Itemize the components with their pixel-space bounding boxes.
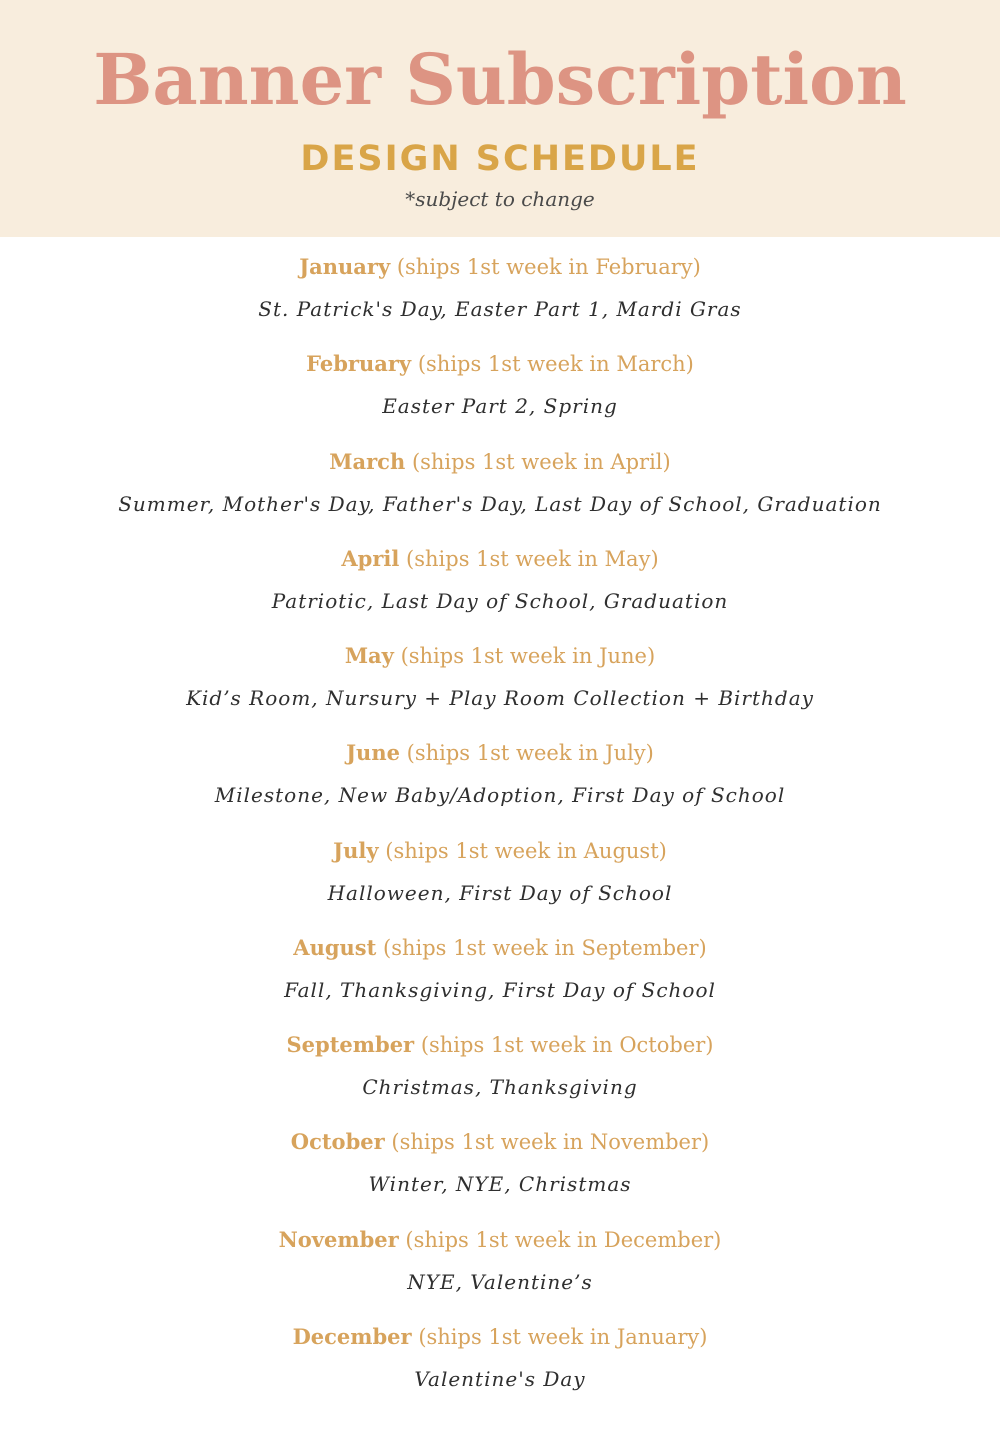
theme-list: Milestone, New Baby/Adoption, First Day of School	[214, 783, 786, 808]
schedule-entry-february	[0, 342, 1000, 439]
ship-date: (ships 1st week in May)	[406, 546, 659, 571]
month-name: June	[346, 740, 400, 766]
ship-date: (ships 1st week in September)	[383, 935, 707, 960]
month-name: February	[306, 351, 412, 377]
ship-date: (ships 1st week in January)	[418, 1324, 708, 1349]
month-line	[0, 342, 1000, 386]
schedule-entry-may	[0, 634, 1000, 731]
theme-list: Valentine's Day	[414, 1366, 586, 1391]
theme-list: Christmas, Thanksgiving	[362, 1075, 638, 1099]
theme-list: Patriotic, Last Day of School, Graduation	[271, 588, 729, 613]
month-line	[0, 634, 1000, 678]
theme-list: St. Patrick's Day, Easter Part 1, Mardi Gras	[258, 297, 742, 321]
month-name: August	[293, 934, 377, 960]
ship-date: (ships 1st week in April)	[411, 449, 671, 474]
page-title: Banner Subscription	[93, 38, 907, 121]
ship-date: (ships 1st week in March)	[417, 352, 694, 377]
month-name: April	[341, 545, 400, 571]
ship-date: (ships 1st week in August)	[385, 838, 667, 863]
month-line	[0, 537, 1000, 581]
month-name: March	[329, 448, 406, 474]
theme-list: Easter Part 2, Spring	[382, 394, 618, 419]
theme-list: Fall, Thanksgiving, First Day of School	[284, 977, 716, 1002]
month-line	[0, 1023, 1000, 1067]
schedule-entry-january	[0, 245, 1000, 342]
month-name: October	[290, 1129, 385, 1155]
month-line	[0, 1315, 1000, 1359]
theme-list: Halloween, First Day of School	[327, 880, 673, 905]
change-note: *subject to change	[405, 187, 595, 211]
schedule-entry-june	[0, 731, 1000, 828]
schedule-entry-october	[0, 1120, 1000, 1217]
ship-date: (ships 1st week in June)	[400, 644, 656, 668]
month-line	[0, 1218, 1000, 1262]
month-line	[0, 1120, 1000, 1164]
theme-list: Summer, Mother's Day, Father's Day, Last Day of School, Graduation	[118, 491, 882, 516]
theme-list: NYE, Valentine’s	[407, 1269, 593, 1294]
schedule-list	[0, 245, 1000, 1412]
month-line	[0, 245, 1000, 289]
month-name: December	[292, 1323, 412, 1349]
page-subtitle: DESIGN SCHEDULE	[300, 139, 700, 179]
theme-list: Winter, NYE, Christmas	[368, 1172, 632, 1197]
month-line	[0, 731, 1000, 775]
schedule-entry-november	[0, 1218, 1000, 1315]
schedule-entry-september	[0, 1023, 1000, 1120]
ship-date: (ships 1st week in December)	[405, 1227, 722, 1252]
ship-date: (ships 1st week in November)	[391, 1130, 710, 1155]
ship-date: (ships 1st week in February)	[396, 255, 701, 279]
schedule-entry-december	[0, 1315, 1000, 1412]
ship-date: (ships 1st week in October)	[420, 1033, 714, 1057]
month-line	[0, 440, 1000, 484]
header-banner	[0, 0, 1000, 237]
schedule-entry-july	[0, 829, 1000, 926]
month-name: November	[278, 1226, 399, 1252]
month-line	[0, 926, 1000, 970]
month-name: July	[333, 837, 379, 863]
schedule-entry-april	[0, 537, 1000, 634]
month-line	[0, 829, 1000, 873]
month-name: January	[299, 254, 391, 279]
ship-date: (ships 1st week in July)	[406, 741, 654, 766]
schedule-entry-august	[0, 926, 1000, 1023]
month-name: September	[286, 1032, 415, 1057]
month-name: May	[344, 643, 394, 668]
theme-list: Kid’s Room, Nursury + Play Room Collection + Birthday	[186, 686, 814, 710]
schedule-entry-march	[0, 440, 1000, 537]
